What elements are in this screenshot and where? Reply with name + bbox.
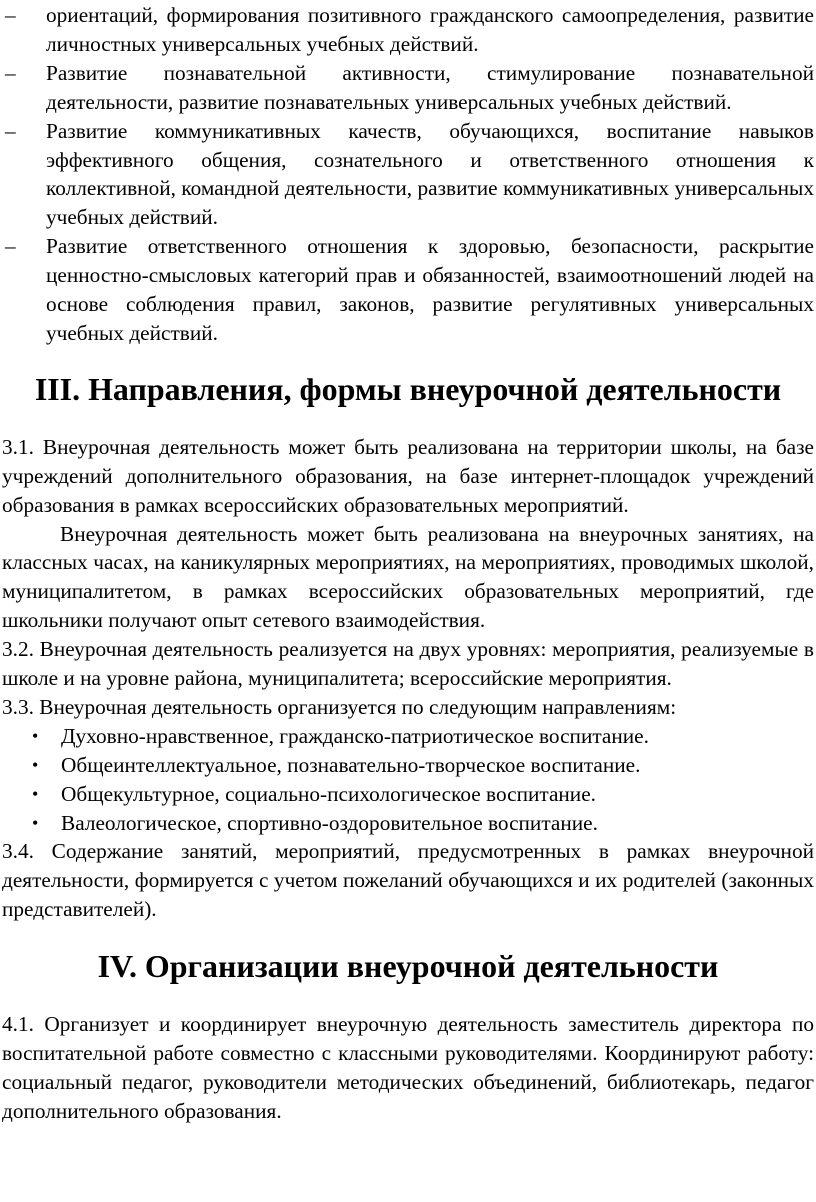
goals-list-item: – Развитие ответственного отношения к здоровью, безопасности, раскрытие ценностно-смысловых категорий прав и обязанностей, взаимоотношений людей на основе соблюдения правил, законов, развитие регулятивных универсальных учебных действий. — [2, 232, 814, 348]
directions-list — [2, 722, 814, 838]
direction-item: • Общеинтеллектуальное, познавательно-творческое воспитание. — [2, 751, 814, 780]
paragraph-3-3: 3.3. Внеурочная деятельность организуется по следующим направлениям: — [2, 694, 677, 719]
goals-list — [2, 1, 814, 348]
goals-list-item: – ориентаций, формирования позитивного гражданского самоопределения, развитие личностных универсальных учебных действий. — [2, 1, 814, 59]
paragraph-3-4: 3.4. Содержание занятий, мероприятий, предусмотренных в рамках внеурочной деятельности, формируется с учетом пожеланий обучающихся и их родителей (законных представителей). — [2, 839, 814, 922]
paragraph-3-1: 3.1. Внеурочная деятельность может быть реализована на территории школы, на базе учреждений дополнительного образования, на базе интернет-площадок учреждений образования в рамках всероссийских образовательных мероприятий. — [2, 434, 814, 517]
paragraph-4-1: 4.1. Организует и координирует внеурочную деятельность заместитель директора по воспитательной работе совместно с классными руководителями. Координируют работу: социальный педагог, руководители методических объединений, библиотекарь, педагог дополнительного образования. — [2, 1012, 814, 1123]
direction-item: • Духовно-нравственное, гражданско-патриотическое воспитание. — [2, 722, 814, 751]
goals-list-item: – Развитие познавательной активности, стимулирование познавательной деятельности, развитие познавательных универсальных учебных действий. — [2, 59, 814, 117]
paragraph-3-2: 3.2. Внеурочная деятельность реализуется на двух уровнях: мероприятия, реализуемые в школе и на уровне района, муниципалитета; всероссийские мероприятия. — [2, 637, 814, 691]
paragraph-3-1-continued: Внеурочная деятельность может быть реализована на внеурочных занятиях, на классных часах, на каникулярных мероприятиях, на мероприятиях, проводимых школой, муниципалитетом, в рамках всероссийских образовательных мероприятий, где школьники получают опыт сетевого взаимодействия. — [2, 521, 814, 633]
direction-item: • Валеологическое, спортивно-оздоровительное воспитание. — [2, 809, 814, 838]
goals-list-item: – Развитие коммуникативных качеств, обучающихся, воспитание навыков эффективного общения, сознательного и ответственного отношения к коллективной, командной деятельности, развитие коммуникативных универсальных учебных действий. — [2, 117, 814, 233]
direction-item: • Общекультурное, социально-психологическое воспитание. — [2, 780, 814, 809]
section-4-heading: IV. Организации внеурочной деятельности — [97, 949, 719, 985]
section-3-heading: III. Направления, формы внеурочной деятельности — [34, 371, 782, 407]
